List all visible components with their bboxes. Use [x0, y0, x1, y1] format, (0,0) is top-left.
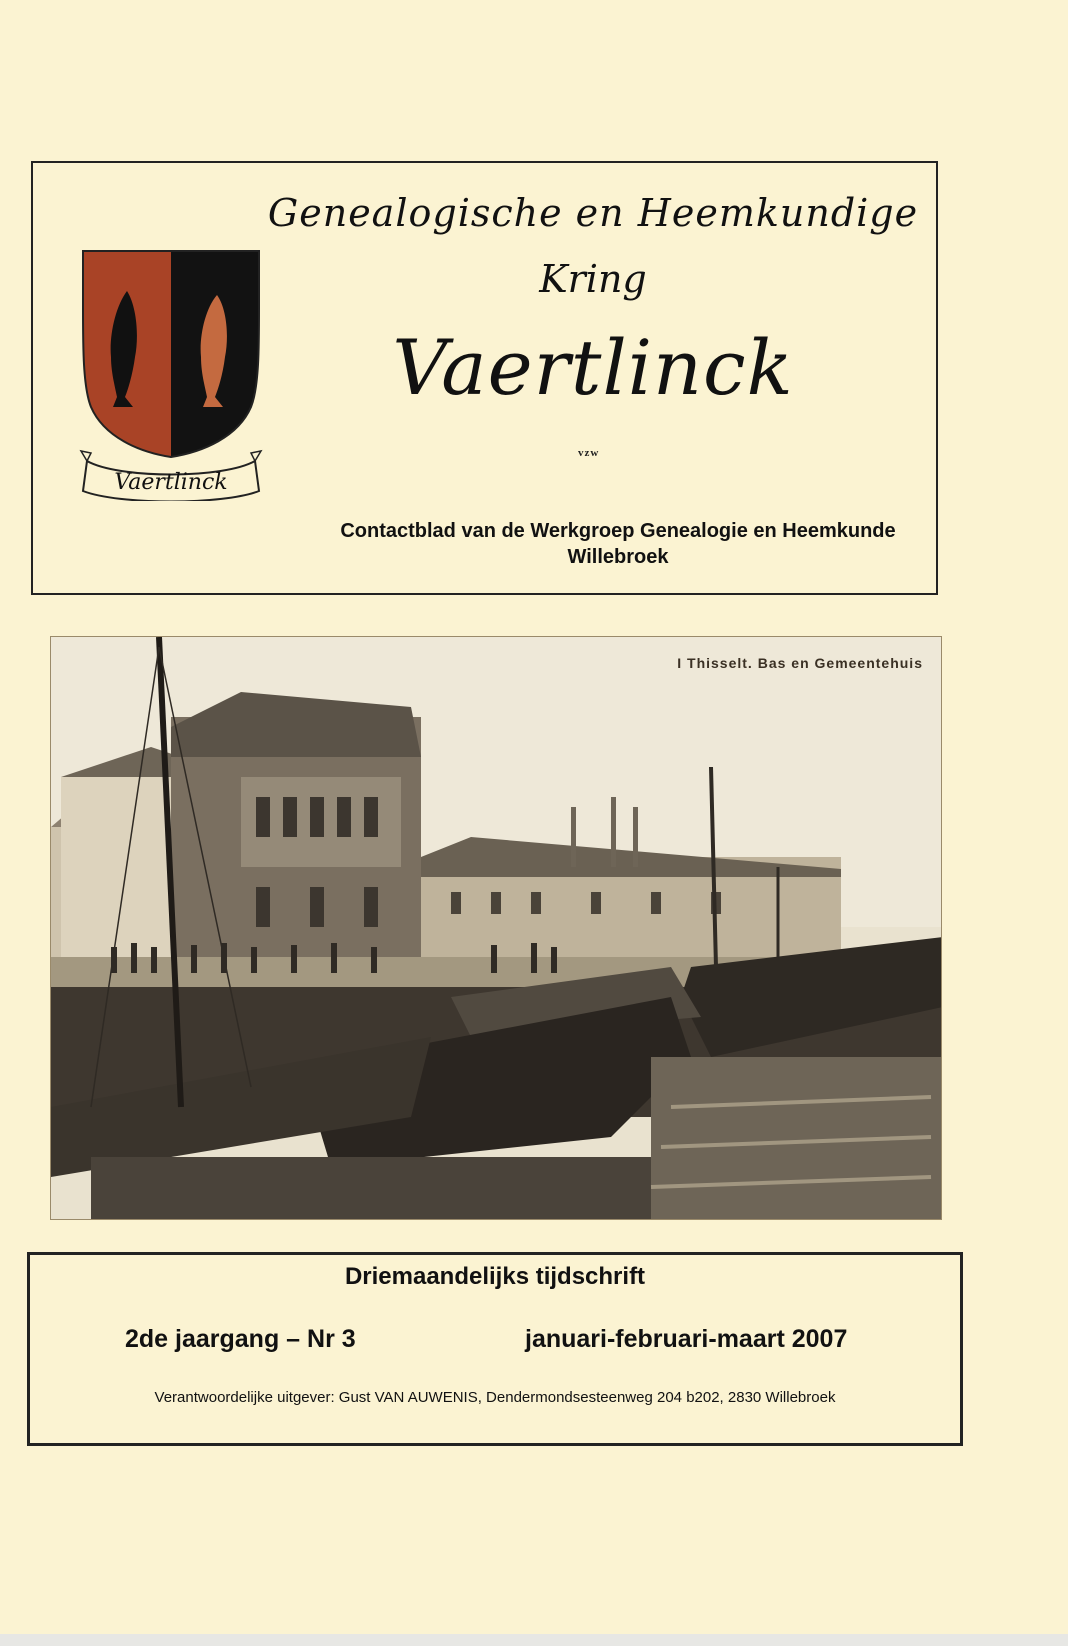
title-line-2: Kring — [539, 257, 647, 301]
cover-photo — [50, 636, 942, 1220]
legal-form: vzw — [578, 447, 600, 459]
subtitle-line-2: Willebroek — [567, 546, 669, 568]
publication-type: Driemaandelijks tijdschrift — [344, 1263, 646, 1290]
publisher-line: Verantwoordelijke uitgever: Gust VAN AUWENIS, Dendermondsesteenweg 204 b202, 2830 Willebroek — [154, 1389, 836, 1406]
photo-caption: I Thisselt. Bas en Gemeentehuis — [677, 655, 923, 671]
society-name: Vaertlinck — [392, 323, 794, 412]
issue-info-box — [27, 1252, 963, 1446]
header-box — [31, 161, 938, 595]
bottom-margin — [0, 1634, 1068, 1646]
subtitle-line-1: Contactblad van de Werkgroep Genealogie en Heemkunde — [340, 520, 896, 542]
title-line-1: Genealogische en Heemkundige — [267, 191, 919, 235]
coat-of-arms-icon — [79, 247, 263, 501]
crest-banner-text: Vaertlinck — [114, 470, 228, 495]
volume-number: 2de jaargang – Nr 3 — [125, 1325, 356, 1353]
harbour-photo-illustration — [51, 637, 942, 1220]
issue-period: januari-februari-maart 2007 — [525, 1325, 848, 1353]
